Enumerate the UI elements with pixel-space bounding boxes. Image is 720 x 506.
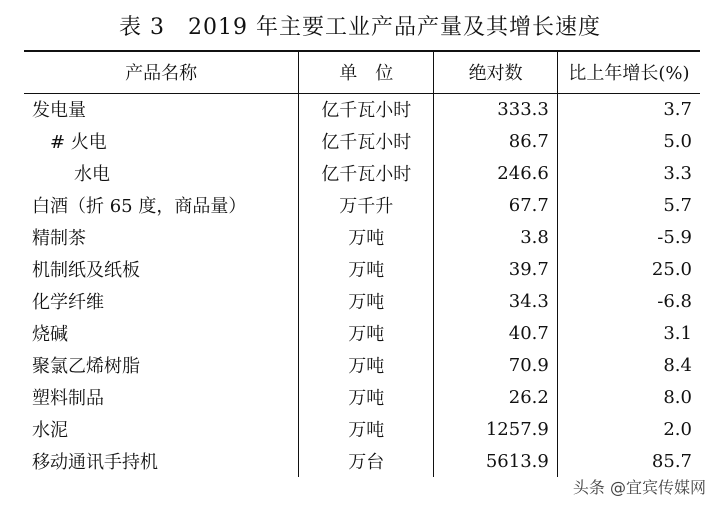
header-product-name: 产品名称 — [24, 51, 299, 93]
table-row — [24, 317, 700, 349]
product-unit: 万吨 — [299, 253, 434, 285]
product-name: 移动通讯手持机 — [32, 452, 158, 473]
product-growth: 8.0 — [557, 381, 700, 413]
product-value: 1257.9 — [434, 413, 557, 445]
product-unit: 万台 — [299, 445, 434, 477]
product-unit: 万千升 — [299, 189, 434, 221]
table-row — [24, 349, 700, 381]
product-growth: 8.4 — [557, 349, 700, 381]
product-value: 86.7 — [434, 125, 557, 157]
product-value: 70.9 — [434, 349, 557, 381]
product-growth: 25.0 — [557, 253, 700, 285]
table-row — [24, 125, 700, 157]
table-row — [24, 189, 700, 221]
product-unit: 亿千瓦小时 — [299, 157, 434, 189]
table-row — [24, 221, 700, 253]
product-unit: 亿千瓦小时 — [299, 125, 434, 157]
product-name: 白酒（折 65 度，商品量） — [32, 196, 247, 217]
product-value: 40.7 — [434, 317, 557, 349]
table-row — [24, 285, 700, 317]
table-header-row — [24, 51, 700, 93]
product-unit: 万吨 — [299, 413, 434, 445]
product-unit: 万吨 — [299, 221, 434, 253]
product-unit: 万吨 — [299, 349, 434, 381]
product-growth: 2.0 — [557, 413, 700, 445]
header-growth-rate: 比上年增长(%) — [557, 51, 700, 93]
product-name: 聚氯乙烯树脂 — [32, 356, 140, 377]
product-growth: 85.7 — [557, 445, 700, 477]
product-name: 发电量 — [32, 100, 86, 122]
table-row — [24, 157, 700, 189]
product-value: 246.6 — [434, 157, 557, 189]
product-growth: 5.0 — [557, 125, 700, 157]
product-value: 3.8 — [434, 221, 557, 253]
product-growth: 3.3 — [557, 157, 700, 189]
product-value: 67.7 — [434, 189, 557, 221]
product-name: 水电 — [74, 164, 110, 185]
product-growth: 3.7 — [557, 93, 700, 125]
product-name: 化学纤维 — [32, 292, 104, 313]
product-value: 34.3 — [434, 285, 557, 317]
product-value: 5613.9 — [434, 445, 557, 477]
product-unit: 万吨 — [299, 381, 434, 413]
product-growth: 5.7 — [557, 189, 700, 221]
product-growth: 3.1 — [557, 317, 700, 349]
product-growth: -5.9 — [557, 221, 700, 253]
table-title: 表 3 2019 年主要工业产品产量及其增长速度 — [119, 15, 601, 40]
table-row — [24, 445, 700, 477]
product-value: 39.7 — [434, 253, 557, 285]
source-watermark: 头条 @宜宾传媒网 — [571, 475, 708, 498]
header-absolute-value: 绝对数 — [434, 51, 557, 93]
product-growth: -6.8 — [557, 285, 700, 317]
product-unit: 亿千瓦小时 — [299, 93, 434, 125]
header-unit: 单 位 — [299, 51, 434, 93]
product-unit: 万吨 — [299, 285, 434, 317]
product-value: 26.2 — [434, 381, 557, 413]
product-name: # 火电 — [50, 132, 107, 153]
industrial-products-table — [24, 50, 700, 477]
product-value: 333.3 — [434, 93, 557, 125]
table-row — [24, 93, 700, 125]
table-row — [24, 413, 700, 445]
product-name: 烧碱 — [32, 324, 68, 345]
table-row — [24, 253, 700, 285]
product-name: 机制纸及纸板 — [32, 260, 140, 281]
product-name: 精制茶 — [32, 228, 86, 249]
table-row — [24, 381, 700, 413]
product-unit: 万吨 — [299, 317, 434, 349]
product-name: 塑料制品 — [32, 388, 104, 409]
product-name: 水泥 — [32, 420, 68, 441]
